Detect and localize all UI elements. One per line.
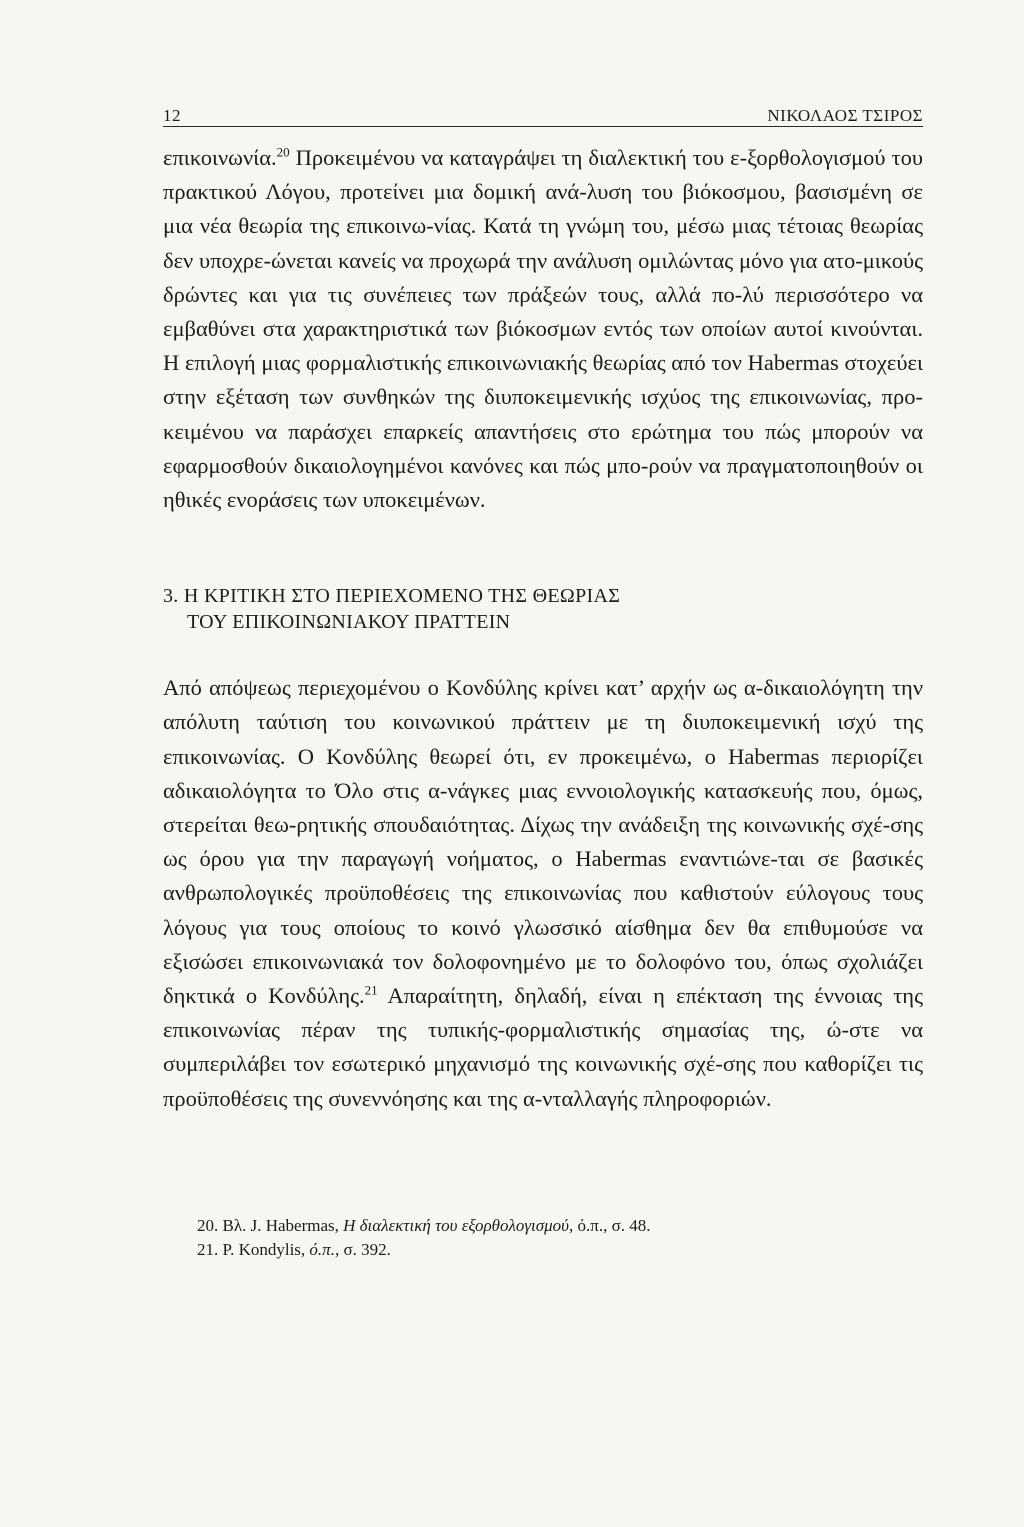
body-paragraph-2: [163, 671, 923, 1116]
footnote-text: , σ. 392.: [334, 1239, 391, 1259]
footnote-21: [197, 1238, 923, 1262]
footnote-ref-20[interactable]: 20: [276, 144, 290, 160]
paragraph-text: Από απόψεως περιεχομένου ο Κονδύλης κρίνει κατ’ αρχήν ως α-δικαιολόγητη την απόλυτη ταύτιση του κοινωνικού πράττειν με τη διυποκειμενική ισχύ της επικοινωνίας. Ο Κονδύλης θεωρεί ότι, εν προκειμένω, ο Habermas περιορίζει αδικαιολόγητα το Όλο στις α-νάγκες μιας εννοιολογικής κατασκευής που, όμως, στερείται θεω-ρητικής σπουδαιότητας. Δίχως την ανάδειξη της κοινωνικής σχέ-σης ως όρου για την παραγωγή νοήματος, ο Habermas εναντιώνε-ται σε βασικές ανθρωπολογικές προϋποθέσεις της επικοινωνίας που καθιστούν εύλογους τους λόγους για τους οποίους το κοινό γλωσσικό αίσθημα δεν θα επιθυμούσε να εξισώσει επικοινωνιακά τον δολοφονημένο με το δολοφόνο του, όπως σχολιάζει δηκτικά ο Κονδύλης.: [163, 675, 923, 1009]
paragraph-text: Προκειμένου να καταγράψει τη διαλεκτική του ε-ξορθολογισμού του πρακτικού Λόγου, προτείνει μια δομική ανά-λυση του βιόκοσμου, βασισμένη σε μια νέα θεωρία της επικοινω-νίας. Κατά τη γνώμη του, μέσω μιας τέτοιας θεωρίας δεν υποχρε-ώνεται κανείς να προχωρά την ανάλυση ομιλώντας μόνο για ατο-μικούς δρώντες και για τις συνέπειες των πράξεών τους, αλλά πο-λύ περισσότερο να εμβαθύνει στα χαρακτηριστικά των βιόκοσμων εντός των οποίων αυτοί κινούνται. Η επιλογή μιας φορμαλιστικής επικοινωνιακής θεωρίας από τον Habermas στοχεύει στην εξέταση των συνθηκών της διυποκειμενικής ισχύος της επικοινωνίας, προ-κειμένου να παράσχει επαρκείς απαντήσεις στο ερώτημα του πώς μπορούν να εφαρμοσθούν δικαιολογημένοι κανόνες και πώς μπο-ρούν να πραγματοποιηθούν οι ηθικές ενοράσεις των υποκειμένων.: [163, 145, 923, 513]
footnote-text: 21. P. Kondylis,: [197, 1239, 310, 1259]
running-head: [163, 100, 923, 127]
footnote-text: , ό.π., σ. 48.: [569, 1215, 651, 1235]
book-page: [163, 100, 923, 1262]
paragraph-text: Απαραίτητη, δηλαδή, είναι η επέκταση της έννοιας της επικοινωνίας πέραν της τυπικής-φορμαλιστικής σημασίας της, ώ-στε να συμπεριλάβει τον εσωτερικό μηχανισμό της κοινωνικής σχέ-σης που καθορίζει τις προϋποθέσεις της συνεννόησης και της α-νταλλαγής πληροφοριών.: [163, 983, 923, 1111]
section-heading-line-1: 3. Η ΚΡΙΤΙΚΗ ΣΤΟ ΠΕΡΙΕΧΟΜΕΝΟ ΤΗΣ ΘΕΩΡΙΑΣ: [163, 585, 621, 608]
page-number: 12: [163, 106, 181, 125]
running-head-author: ΝΙΚΟΛΑΟΣ ΤΣΙΡΟΣ: [767, 106, 923, 125]
section-heading: [163, 583, 923, 635]
body-paragraph-1: [163, 141, 923, 517]
paragraph-text: επικοινωνία.: [163, 145, 277, 170]
footnote-20: [197, 1214, 923, 1238]
footnote-title: ό.π.: [309, 1239, 335, 1259]
footnote-ref-21[interactable]: 21: [364, 982, 378, 998]
section-heading-line-2: ΤΟΥ ΕΠΙΚΟΙΝΩΝΙΑΚΟΥ ΠΡΑΤΤΕΙΝ: [187, 611, 511, 634]
footnote-text: 20. Βλ. J. Habermas,: [197, 1215, 344, 1235]
footnote-title: Η διαλεκτική του εξορθολογισμού: [343, 1215, 569, 1235]
footnotes: [163, 1214, 923, 1262]
